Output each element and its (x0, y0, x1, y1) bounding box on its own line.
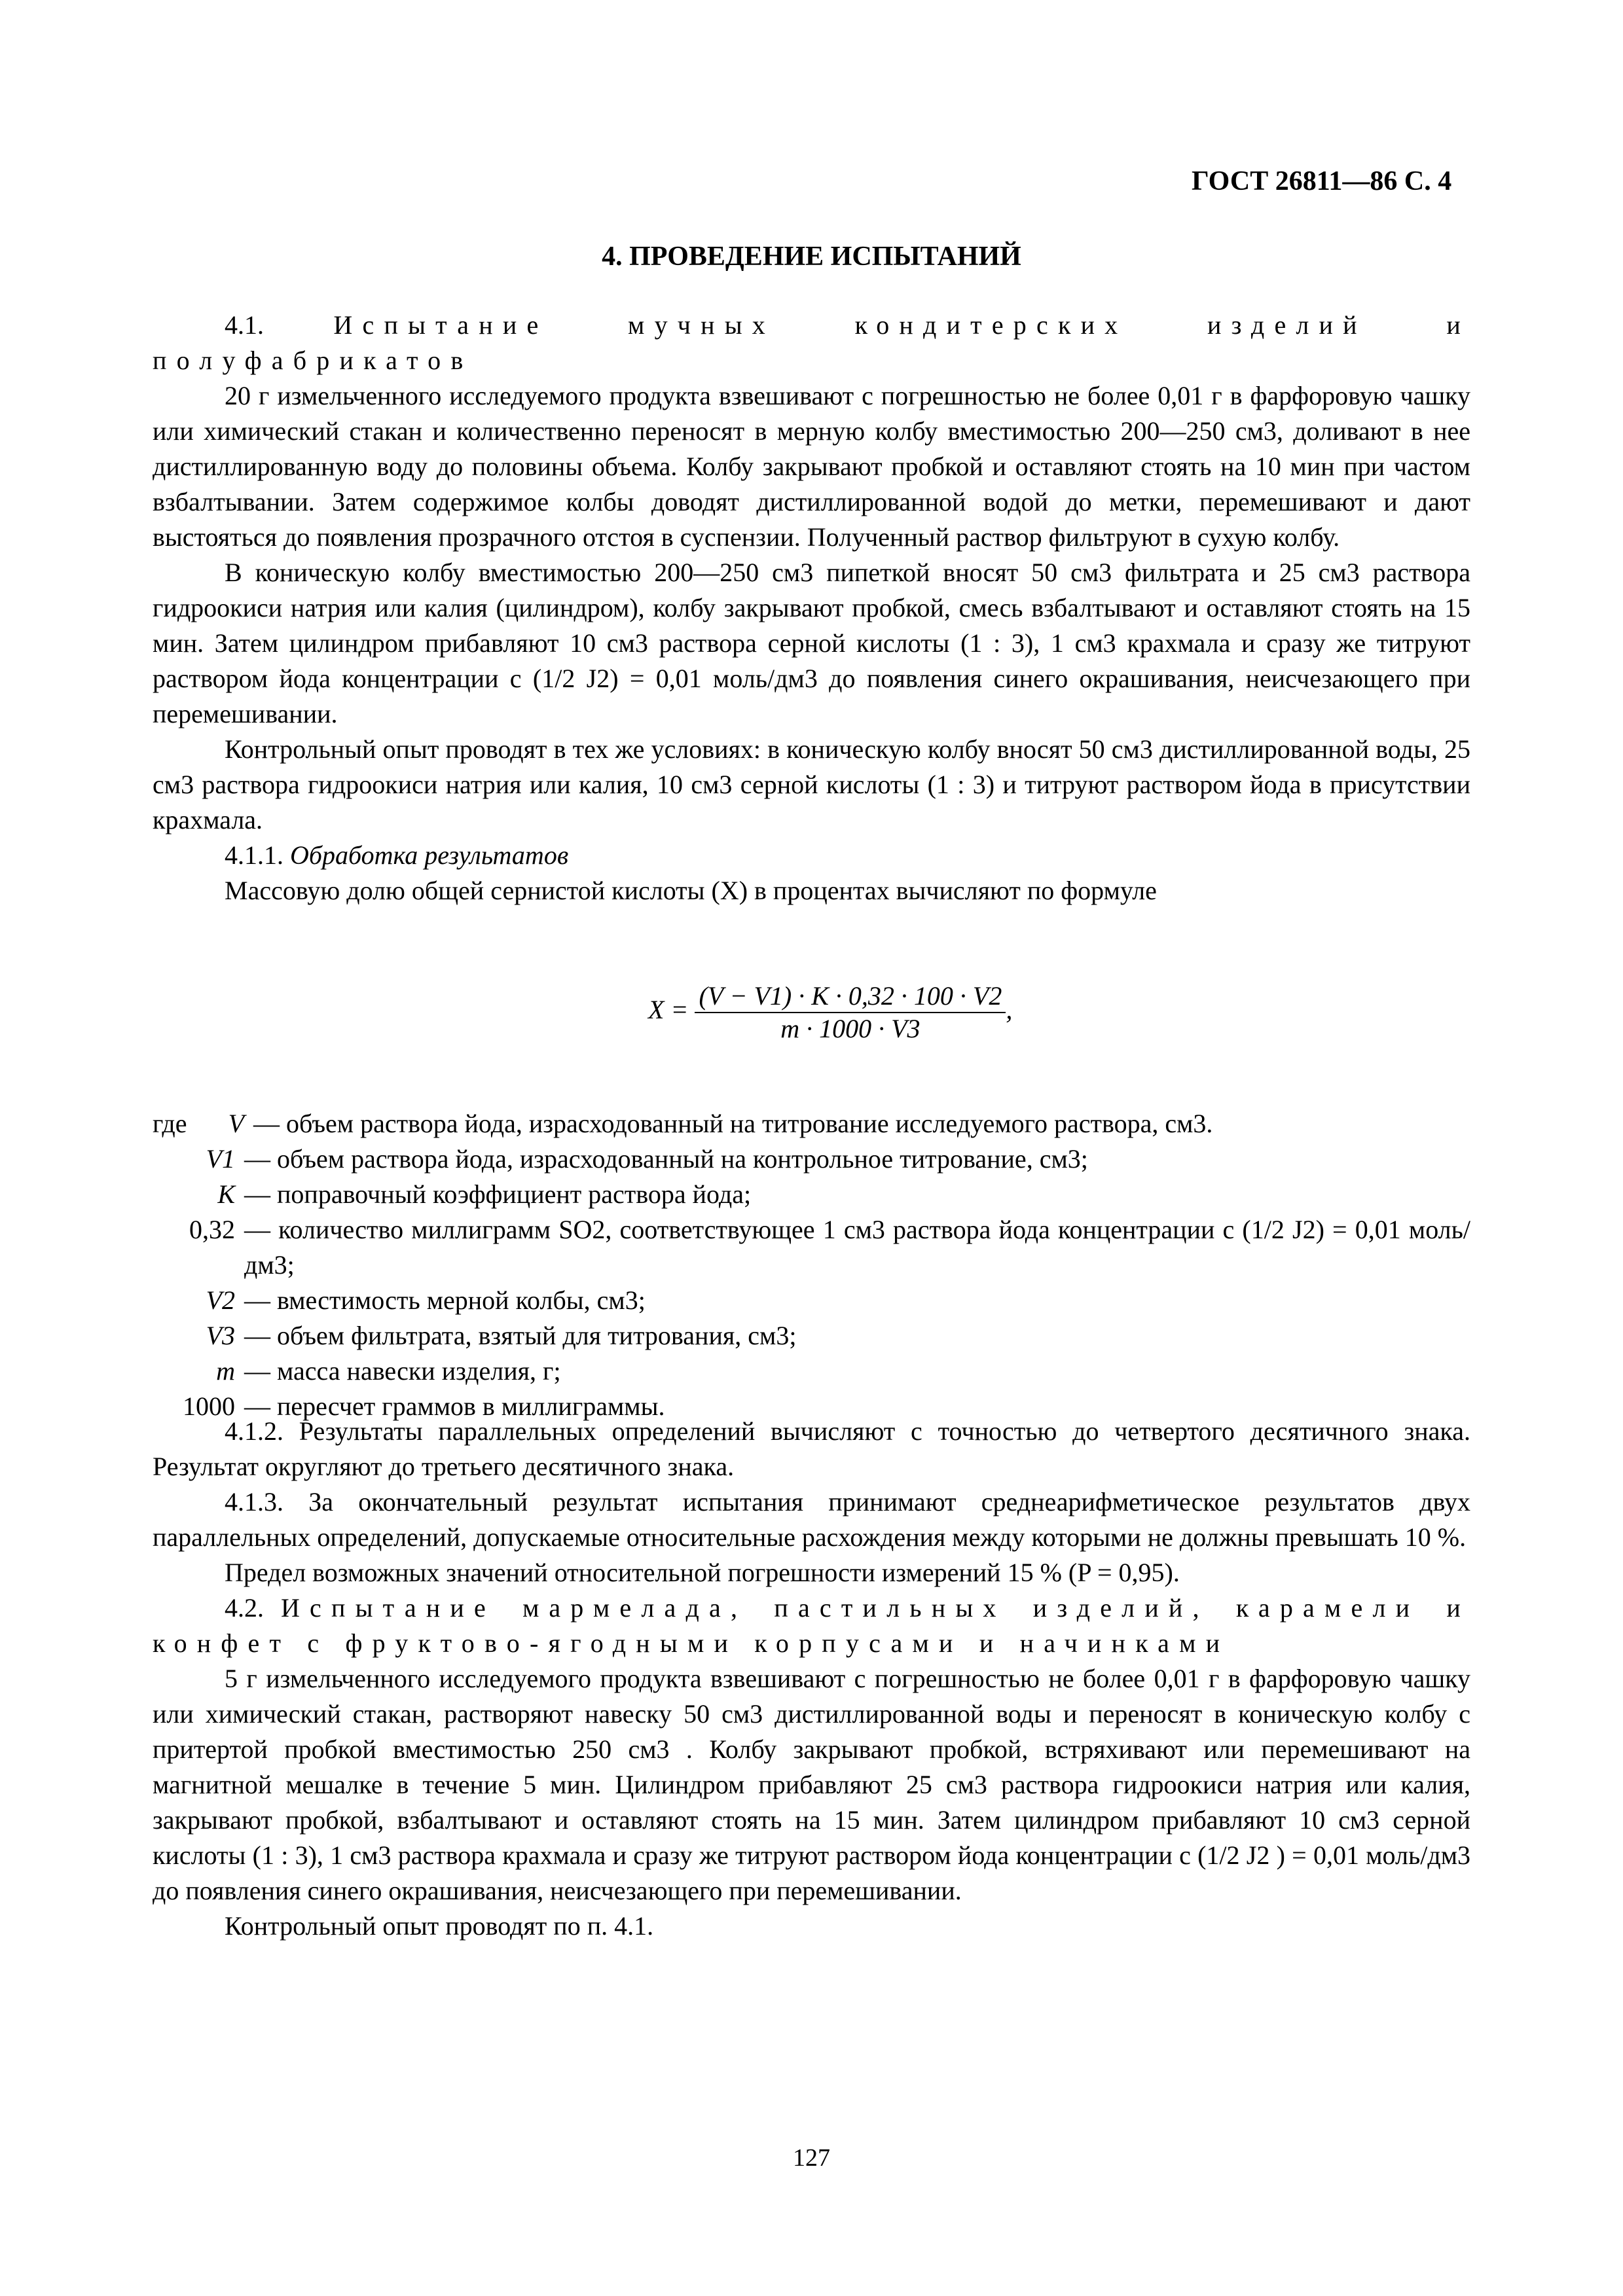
where-lead: где (153, 1109, 187, 1138)
section-title: 4. ПРОВЕДЕНИЕ ИСПЫТАНИЙ (602, 242, 1021, 272)
variable-symbol: V1 (206, 1144, 235, 1174)
formula-trail: , (1006, 995, 1013, 1025)
variable-symbol: V3 (206, 1321, 235, 1350)
variable-description: — пересчет граммов в миллиграммы. (244, 1391, 665, 1421)
section-4-1-3: 4.1.3. За окончательный результат испытания принимают среднеарифметическое результатов двух параллельных определений, допускаемые относительные расхождения между которыми не должны превышать 10 %. (153, 1487, 1470, 1552)
variable-row (153, 1354, 1470, 1389)
variable-row (153, 1106, 1470, 1141)
formula-intro: Массовую долю общей сернистой кислоты (X) в процентах вычисляют по формуле (225, 876, 1157, 905)
formula-numerator: (V − V1) · K · 0,32 · 100 · V2 (695, 982, 1006, 1013)
formula-denominator: m · 1000 · V3 (780, 1014, 921, 1043)
variable-row (153, 1318, 1470, 1354)
variable-description: — поправочный коэффициент раствора йода; (244, 1179, 752, 1209)
section-4-1-2: 4.1.2. Результаты параллельных определений вычисляют с точностью до четвертого десятичного знака. Результат округляют до третьего десятичного знака. (153, 1416, 1470, 1481)
variable-description: — объем раствора йода, израсходованный на титрование исследуемого раствора, см3. (253, 1109, 1213, 1138)
formula-lhs: X = (648, 995, 689, 1025)
variable-symbol: m (216, 1356, 235, 1386)
variable-symbol: V (228, 1109, 244, 1138)
section-4-2-number: 4.2. (225, 1593, 264, 1623)
variable-row (153, 1141, 1470, 1177)
section-4-2-paragraph-1: 5 г измельченного исследуемого продукта взвешивают с погрешностью не более 0,01 г в фарфоровую чашку или химический стакан, растворяют навеску 50 см3 дистиллированной воды и переносят в коническую колбу с притертой пробкой вместимостью 250 см3 . Колбу закрывают пробкой, встряхивают или перемешивают на магнитной мешалке в течение 5 мин. Цилиндром прибавляют 25 см3 раствора гидроокиси натрия или калия, закрывают пробкой, взбалтывают и оставляют стоять на 15 мин. Затем цилиндром прибавляют 10 см3 серной кислоты (1 : 3), 1 см3 раствора крахмала и сразу же титруют раствором йода концентрации c (1/2 J2 ) = 0,01 моль/дм3 до появления синего окрашивания, неисчезающего при перемешивании. (153, 1664, 1470, 1905)
section-4-1-heading-text: Испытание мучных кондитерских изделий и полуфабрикатов (153, 310, 1470, 375)
variable-description: — количество миллиграмм SO2, соответствующее 1 см3 раствора йода концентрации c (1/2 J2) = 0,01 моль/дм3; (244, 1215, 1470, 1280)
section-4-1-paragraph-2: В коническую колбу вместимостью 200—250 см3 пипеткой вносят 50 см3 фильтрата и 25 см3 раствора гидроокиси натрия или калия (цилиндром), колбу закрывают пробкой, смесь взбалтывают и оставляют стоять на 15 мин. Затем цилиндром прибавляют 10 см3 раствора серной кислоты (1 : 3), 1 см3 крахмала и сразу же титруют раствором йода концентрации c (1/2 J2) = 0,01 моль/дм3 до появления синего окрашивания, неисчезающего при перемешивании. (153, 558, 1470, 728)
page-number: 127 (793, 2144, 830, 2172)
section-4-1-1-title: Обработка результатов (290, 840, 569, 870)
variable-symbol: K (217, 1179, 235, 1209)
variable-description: — вместимость мерной колбы, см3; (244, 1285, 646, 1315)
variable-row (153, 1212, 1470, 1283)
variable-list (153, 1106, 1470, 1424)
section-4-1-heading (153, 308, 1470, 378)
variable-symbol: 1000 (183, 1391, 235, 1421)
variable-row (153, 1177, 1470, 1212)
section-4-1-1-heading (153, 838, 1470, 873)
variable-symbol: 0,32 (189, 1215, 235, 1244)
formula-fraction (695, 982, 1006, 1043)
variable-symbol: V2 (206, 1285, 235, 1315)
variable-description: — масса навески изделия, г; (244, 1356, 561, 1386)
variable-description: — объем фильтрата, взятый для титрования, см3; (244, 1321, 797, 1350)
section-4-2-heading (153, 1590, 1470, 1661)
error-limit: Предел возможных значений относительной погрешности измерений 15 % (P = 0,95). (225, 1558, 1180, 1587)
formula (648, 982, 1012, 1043)
results-section (153, 1414, 1470, 1944)
section-4-1-paragraph-3: Контрольный опыт проводят в тех же условиях: в коническую колбу вносят 50 см3 дистиллированной воды, 25 см3 раствора гидроокиси натрия или калия, 10 см3 серной кислоты (1 : 3) и титруют раствором йода в присутствии крахмала. (153, 734, 1470, 834)
document-header: ГОСТ 26811—86 С. 4 (1192, 166, 1452, 196)
section-4-1 (153, 308, 1470, 908)
section-4-1-1-number: 4.1.1. (225, 840, 283, 870)
section-4-2-heading-text: Испытание мармелада, пастильных изделий, карамели и конфет с фруктово-ягодными корпусами и начинками (153, 1593, 1471, 1658)
variable-row (153, 1283, 1470, 1318)
section-4-1-number: 4.1. (225, 310, 264, 340)
variable-description: — объем раствора йода, израсходованный на контрольное титрование, см3; (244, 1144, 1088, 1174)
section-4-1-paragraph-1: 20 г измельченного исследуемого продукта взвешивают с погрешностью не более 0,01 г в фарфоровую чашку или химический стакан и количественно переносят в мерную колбу вместимостью 200—250 см3, доливают в нее дистиллированную воду до половины объема. Колбу закрывают пробкой и оставляют стоять на 10 мин при частом взбалтывании. Затем содержимое колбы доводят дистиллированной водой до метки, перемешивают и дают выстояться до появления прозрачного отстоя в суспензии. Полученный раствор фильтруют в сухую колбу. (153, 381, 1470, 552)
section-4-2-paragraph-2: Контрольный опыт проводят по п. 4.1. (225, 1911, 654, 1941)
